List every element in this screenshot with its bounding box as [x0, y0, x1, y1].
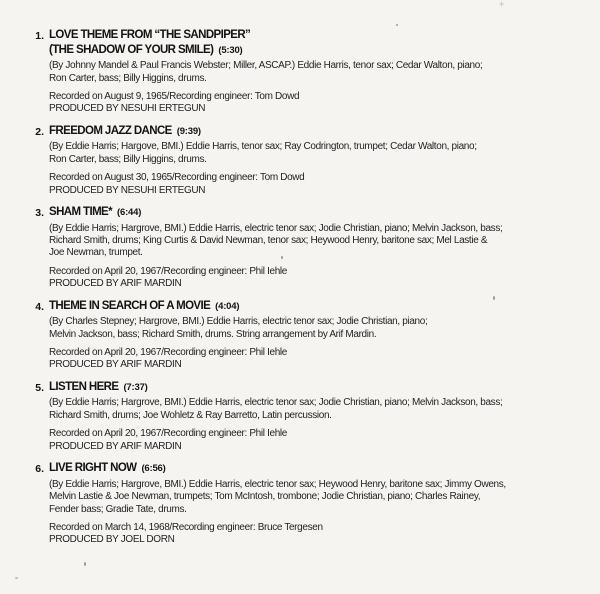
- credits-line: (By Eddie Harris; Hargrove, BMI.) Eddie Harris, electric tenor sax; Jodie Christian, piano; Melvin Jackson, bass;: [49, 397, 503, 409]
- track-heading: [35, 205, 580, 221]
- track-title-line: [49, 43, 580, 59]
- track-item: [35, 205, 580, 291]
- recorded-line: Recorded on August 9, 1965/Recording engineer: Tom Dowd: [49, 91, 300, 102]
- credits-line: (By Johnny Mandel & Paul Francis Webster; Miller, ASCAP.) Eddie Harris, tenor sax; Cedar Walton, piano;: [49, 60, 483, 72]
- track-duration: (9:39): [176, 125, 201, 137]
- produced-line: PRODUCED BY ARIF MARDIN: [49, 359, 182, 371]
- produced-line: PRODUCED BY ARIF MARDIN: [49, 278, 182, 290]
- credits-line: (By Eddie Harris; Hargove, BMI.) Eddie Harris, tenor sax; Ray Codrington, trumpet; Cedar Walton, piano;: [49, 141, 477, 153]
- track-heading: [35, 299, 580, 315]
- produced-line: PRODUCED BY JOEL DORN: [49, 534, 175, 546]
- track-title-line: [49, 461, 580, 477]
- track-title-text: SHAM TIME*: [49, 206, 113, 219]
- recorded-line: Recorded on March 14, 1968/Recording engineer: Bruce Tergesen: [49, 521, 323, 533]
- track-credits: [49, 60, 580, 85]
- recorded-line: Recorded on April 20, 1967/Recording engineer: Phil Iehle: [49, 347, 287, 359]
- track-number: 3.: [35, 207, 44, 220]
- track-number: 1.: [35, 30, 44, 42]
- recorded-line: Recorded on April 20, 1967/Recording engineer: Phil Iehle: [49, 428, 287, 440]
- credits-line: Joe Newman, trumpet.: [49, 247, 143, 259]
- produced-line: PRODUCED BY NESUHI ERTEGUN: [49, 184, 206, 196]
- track-item: [35, 461, 580, 547]
- track-title-text: THEME IN SEARCH OF A MOVIE: [49, 299, 211, 312]
- track-credits: [49, 479, 580, 516]
- credits-line: Ron Carter, bass; Billy Higgins, drums.: [49, 72, 207, 84]
- track-title-line: [49, 205, 580, 221]
- track-title-line: [49, 28, 580, 43]
- credits-line: (By Charles Stepney; Hargrove, BMI.) Eddie Harris, electric tenor sax; Jodie Christian, piano;: [49, 316, 428, 328]
- credits-line: (By Eddie Harris; Hargrove, BMI.) Eddie Harris, electric tenor sax; Jodie Christian, piano; Melvin Jackson, bass;: [49, 222, 503, 234]
- registration-mark: +: [499, 0, 505, 9]
- credits-line: Richard Smith, drums; Joe Wohletz & Ray Barretto, Latin percussion.: [49, 409, 332, 421]
- recorded-line: Recorded on April 20, 1967/Recording engineer: Phil Iehle: [49, 265, 287, 277]
- track-duration: (6:44): [117, 207, 142, 219]
- track-title-text: FREEDOM JAZZ DANCE: [49, 124, 172, 137]
- track-title-line: [49, 299, 580, 315]
- credits-line: (By Eddie Harris; Hargrove, BMI.) Eddie Harris, electric tenor sax; Heywood Henry, baritone sax; Jimmy Owens,: [49, 478, 506, 490]
- track-item: [35, 380, 580, 453]
- track-item: [35, 124, 580, 197]
- track-duration: (5:30): [218, 44, 243, 56]
- track-credits: [49, 141, 580, 166]
- track-duration: (6:56): [141, 463, 166, 475]
- credits-line: Richard Smith, drums; King Curtis & David Newman, tenor sax; Heywood Henry, baritone sax; Mel Lastie &: [49, 235, 488, 247]
- recorded-line: Recorded on August 30, 1965/Recording engineer: Tom Dowd: [49, 172, 305, 184]
- track-item: [35, 299, 580, 372]
- track-title-text: (THE SHADOW OF YOUR SMILE): [49, 43, 214, 56]
- track-credits: [49, 397, 580, 422]
- produced-line: PRODUCED BY NESUHI ERTEGUN: [49, 103, 206, 115]
- track-item: [35, 28, 580, 116]
- track-title-line: [49, 124, 580, 140]
- credits-line: Melvin Jackson, bass; Richard Smith, drums. String arrangement by Arif Mardin.: [49, 328, 377, 340]
- scan-speck: [396, 24, 398, 26]
- scan-speck: [84, 562, 86, 566]
- credits-line: Fender bass; Gradie Tate, drums.: [49, 503, 187, 515]
- credits-line: Ron Carter, bass; Billy Higgins, drums.: [49, 153, 207, 165]
- track-title-text: LISTEN HERE: [49, 380, 119, 393]
- track-number: 2.: [35, 125, 44, 138]
- track-heading: [35, 28, 580, 58]
- track-list: [35, 28, 580, 547]
- produced-line: PRODUCED BY ARIF MARDIN: [49, 440, 182, 452]
- track-title-line: [49, 380, 580, 396]
- scan-speck: [281, 256, 283, 259]
- track-title-text: LIVE RIGHT NOW: [49, 462, 137, 475]
- track-number: 5.: [35, 381, 44, 394]
- scan-speck: [493, 296, 495, 300]
- track-credits: [49, 316, 580, 341]
- credits-line: Melvin Lastie & Joe Newman, trumpets; Tom McIntosh, trombone; Jodie Christian, piano; Charles Rainey,: [49, 491, 481, 503]
- track-title-text: LOVE THEME FROM “THE SANDPIPER”: [49, 29, 251, 41]
- track-number: 4.: [35, 300, 44, 313]
- track-duration: (7:37): [123, 381, 148, 393]
- track-heading: [35, 380, 580, 396]
- track-credits: [49, 223, 580, 260]
- scan-speck: [15, 577, 18, 579]
- track-heading: [35, 124, 580, 140]
- track-heading: [35, 461, 580, 477]
- track-duration: (4:04): [215, 300, 240, 312]
- track-number: 6.: [35, 463, 44, 476]
